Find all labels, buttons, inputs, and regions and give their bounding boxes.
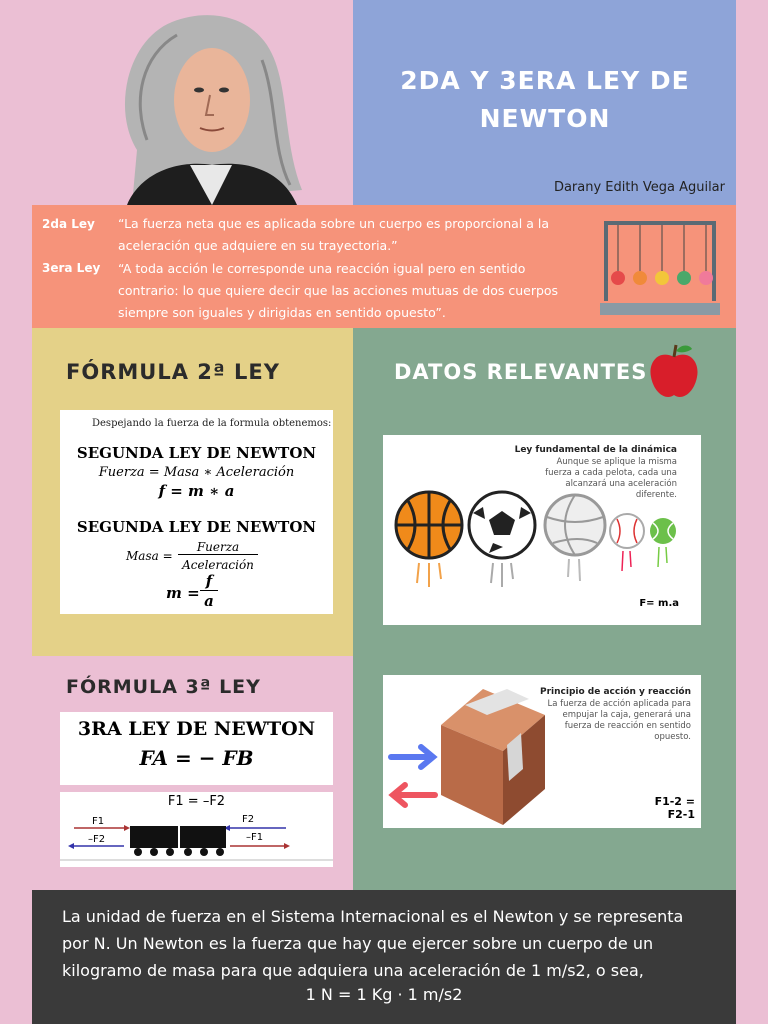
action-reaction-text: La fuerza de acción aplicada para empujar la caja, generará una fuerza de reacción en sentido opuesto.: [547, 699, 691, 742]
newtons-cradle-icon: [598, 215, 724, 320]
third-law-equation: FA = − FB: [139, 746, 254, 770]
label-minus-f1: –F1: [246, 832, 264, 843]
box-illustration: [383, 685, 553, 825]
title-line-1: 2DA Y 3ERA LEY DE: [400, 66, 690, 95]
formula-intro: Despejando la fuerza de la formula obtenemos:: [92, 418, 332, 429]
balls-illustration: [393, 487, 683, 592]
baseball-icon: [610, 514, 644, 571]
newton-portrait: [32, 0, 353, 205]
author-name: Darany Edith Vega Aguilar: [553, 180, 725, 195]
soccer-ball-icon: [469, 492, 535, 587]
third-law-text: “A toda acción le corresponde una reacción igual pero en sentido contrario: lo que quiere decir que las acciones mutuas de dos cuerpos siempre son iguales y dirigidas en sentido opuesto”.: [118, 261, 559, 320]
dynamics-title: Ley fundamental de la dinámica: [514, 445, 677, 455]
title-line-2: NEWTON: [479, 104, 611, 133]
label-f2: F2: [242, 814, 255, 825]
dynamics-card: [383, 435, 701, 625]
dynamics-formula: F= m.a: [639, 598, 679, 609]
m-numerator: f: [200, 572, 218, 591]
train-diagram: [60, 792, 333, 867]
equation-words: Fuerza = Masa ∗ Aceleración: [98, 465, 295, 480]
volleyball-icon: [545, 495, 605, 581]
page-title: [370, 62, 720, 138]
label-f1: F1: [92, 816, 105, 827]
action-reaction-formula: F1-2 = F2-1: [654, 795, 695, 821]
formula-3-card: [60, 712, 333, 785]
third-law-title: 3RA LEY DE NEWTON: [77, 718, 316, 740]
third-law-tag: 3era Ley: [42, 261, 101, 275]
mass-denominator: Aceleración: [182, 558, 254, 572]
relevant-heading: DATOS RELEVANTES: [394, 360, 648, 384]
formula-3-heading: FÓRMULA 3ª LEY: [66, 676, 261, 698]
basketball-icon: [396, 492, 462, 587]
m-denominator: a: [204, 592, 214, 610]
action-reaction-title: Principio de acción y reacción: [540, 687, 691, 697]
second-law-tag: 2da Ley: [42, 217, 95, 231]
formula-2-heading: FÓRMULA 2ª LEY: [66, 360, 280, 384]
portrait-panel: [32, 0, 353, 205]
footer-text: La unidad de fuerza en el Sistema Internacional es el Newton y se representa por N. Un Newton es la fuerza que hay que ejercer sobre un cuerpo de un kilogramo de masa para que adquiera una aceleración de 1 m/s2, o sea,: [62, 907, 684, 980]
law-title-2: SEGUNDA LEY DE NEWTON: [76, 518, 317, 536]
mass-lhs: Masa =: [126, 549, 173, 563]
dynamics-text: Aunque se aplique la misma fuerza a cada pelota, cada una alcanzará una aceleración diferente.: [545, 457, 677, 500]
diagram-equation: F1 = –F2: [167, 794, 226, 809]
equation-symbols: f = m ∗ a: [158, 482, 235, 500]
second-law-text: “La fuerza neta que es aplicada sobre un cuerpo es proporcional a la aceleración que adquiere en su trayectoria.”: [118, 216, 549, 253]
apple-icon: [648, 343, 700, 401]
action-reaction-card: [383, 675, 701, 828]
m-lhs: m =: [166, 584, 200, 602]
law-title-1: SEGUNDA LEY DE NEWTON: [76, 444, 317, 462]
label-minus-f2: –F2: [88, 834, 106, 845]
tennis-ball-icon: [650, 518, 676, 567]
footer-equation: 1 N = 1 Kg · 1 m/s2: [305, 985, 463, 1004]
formula-2-card: [60, 410, 333, 614]
train-diagram-card: [60, 792, 333, 867]
mass-numerator: Fuerza: [178, 540, 258, 555]
